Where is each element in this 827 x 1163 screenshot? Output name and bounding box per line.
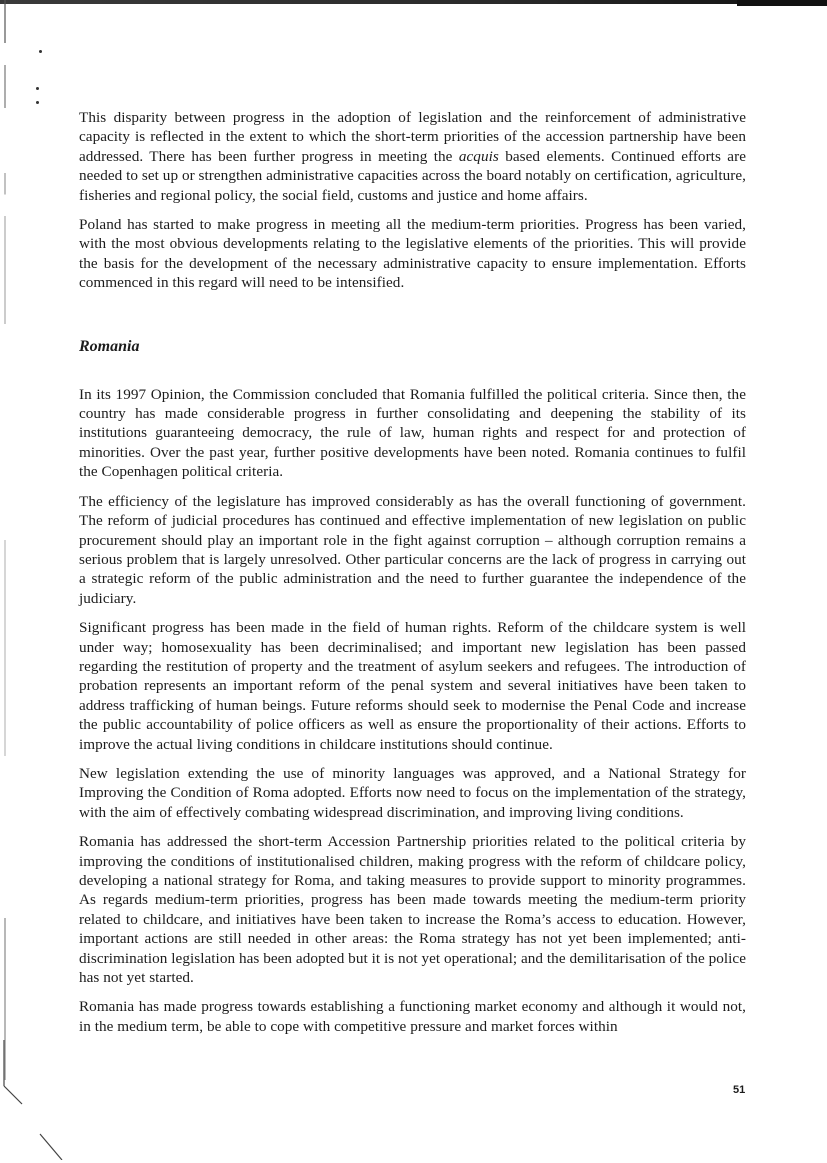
page-number: 51 (733, 1084, 746, 1096)
paragraph: The efficiency of the legislature has improved considerably as has the overall functioning of government. The reform of judicial procedures has continued and effective implementation of new legislation on public procurement should play an important role in the fight against corruption – although corruption remains a serious problem that is largely unresolved. Other particular concerns are the lack of progress in carrying out a strategic reform of the public administration and the need to further guarantee the independence of the judiciary. (79, 492, 746, 607)
paragraph: This disparity between progress in the adoption of legislation and the reinforcement of administrative capacity is reflected in the extent to which the short-term priorities of the accession partnership have been addressed. There has been further progress in meeting the acquis based elements. Continued efforts are needed to set up or strengthen administrative capacities across the board notably on certification, agriculture, fisheries and regional policy, the social field, customs and justice and home affairs. (79, 109, 747, 204)
paragraph: Romania has made progress towards establishing a functioning market economy and although it would not, in the medium term, be able to cope with competitive pressure and market forces within (79, 998, 746, 1035)
paragraph: Romania has addressed the short-term Accession Partnership priorities related to the political criteria by improving the conditions of institutionalised children, making progress with the reform of childcare policy, developing a national strategy for Roma, and taking measures to provide support to minority programmes. As regards medium-term priorities, progress has been made towards meeting the medium-term priority related to childcare, and initiatives have been taken to increase the Roma’s access to education. However, important actions are still needed in other areas: the Roma strategy has not yet been implemented; anti-discrimination legislation has been adopted but it is not yet operational; and the demilitarisation of the police has not yet started. (79, 833, 746, 987)
scan-dot-icon (36, 87, 39, 90)
paragraph: In its 1997 Opinion, the Commission concluded that Romania fulfilled the political criteria. Since then, the country has made considerable progress in further consolidating and deepening the stability of its institutions guaranteeing democracy, the rule of law, human rights and respect for and protection of minorities. Over the past year, further positive developments have been noted. Romania continues to fulfil the Copenhagen political criteria. (79, 385, 746, 481)
paragraph: New legislation extending the use of minority languages was approved, and a National Strategy for Improving the Condition of Roma adopted. Efforts now need to focus on the implementation of the strategy, with the aim of effectively combating widespread discrimination, and improving living conditions. (79, 764, 746, 821)
scan-diagonal-mark-icon (0, 1040, 120, 1160)
scan-left-edge (4, 0, 6, 1080)
acquis-term: acquis (458, 147, 499, 165)
scan-top-border (0, 0, 827, 4)
section-heading: Romania (79, 337, 140, 355)
scan-dot-icon (39, 50, 42, 53)
paragraph: Poland has started to make progress in meeting all the medium-term priorities. Progress has been varied, with the most obvious developments relating to the legislative elements of the priorities. This will provide the basis for the development of the necessary administrative capacity to ensure implementation. Efforts commenced in this regard will need to be intensified. (79, 216, 746, 292)
document-body (79, 108, 746, 1046)
scan-dot-icon (36, 101, 39, 104)
paragraph: Significant progress has been made in the field of human rights. Reform of the childcare system is well under way; homosexuality has been decriminalised; and important new legislation has been passed regarding the restitution of property and the treatment of asylum seekers and refugees. The introduction of probation represents an important reform of the penal system and several initiatives have been taken to address trafficking of human beings. Future reforms should seek to modernise the Penal Code and increase the public accountability of police officers as well as ensure the proportionality of their actions. Efforts to improve the actual living conditions in childcare institutions should continue. (79, 619, 746, 753)
